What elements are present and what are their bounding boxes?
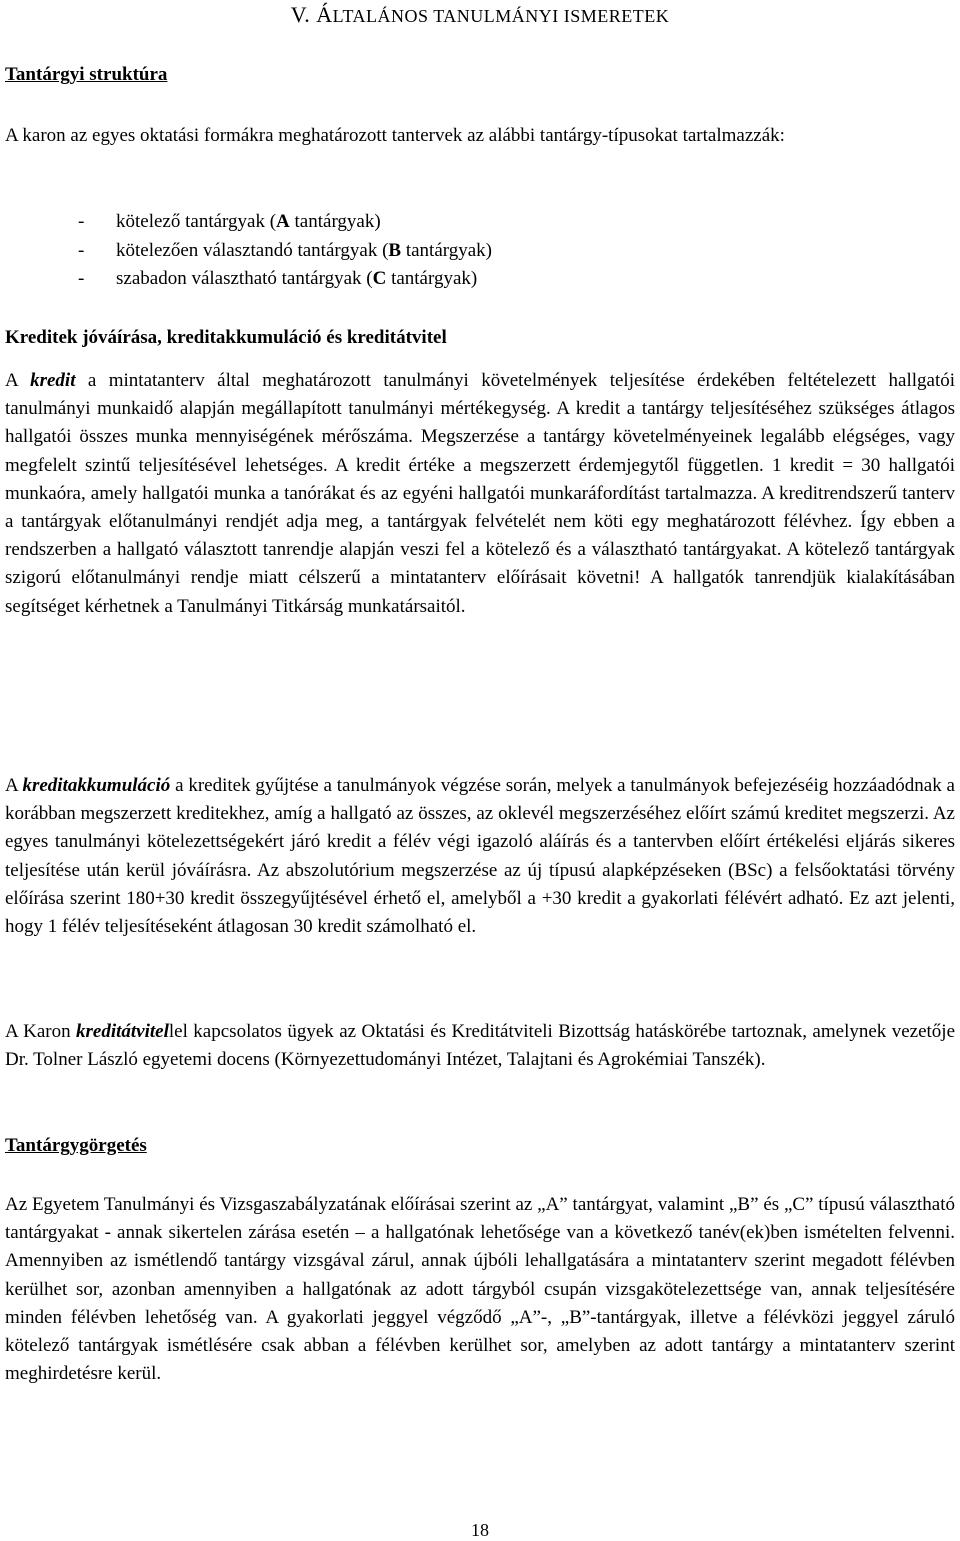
tantargy-type-list: [78, 208, 492, 294]
kreditatvitel-paragraph: A Karon kreditátvitellel kapcsolatos ügyek az Oktatási és Kreditátviteli Bizottság hatáskörébe tartoznak, amelynek vezetője Dr. Tolner László egyetemi docens (Környezettudományi Intézet, Talajtani és Agrokémiai Tanszék).: [5, 1021, 956, 1071]
list-item: - kötelező tantárgyak (A tantárgyak): [78, 211, 381, 232]
struktura-intro: A karon az egyes oktatási formákra meghatározott tantervek az alábbi tantárgy-típusokat tartalmazzák:: [5, 125, 785, 146]
heading-tantargygorgetes: Tantárgygörgetés: [5, 1135, 147, 1156]
tantargygorgetes-paragraph: Az Egyetem Tanulmányi és Vizsgaszabályzatának előírásai szerint az „A” tantárgyat, valamint „B” és „C” típusú választható tantárgyakat - annak sikertelen zárása esetén – a hallgatónak lehetősége van a következő tanév(ek)ben ismételten felvenni. Amennyiben az ismétlendő tantárgy vizsgával zárul, annak újbóli lehallgatására a mintatanterv szerint megadott félévben kerülhet sor, azonban amennyiben a hallgatónak az adott tárgyból csupán vizsgakötelezettsége van, annak teljesítésére minden félévben lehetőség van. A gyakorlati jeggyel végződő „A”-, „B”-tantárgyak, illetve a félévközi jeggyel záruló kötelező tantárgyak ismétlésére csak abban a félévben kerülhet sor, amelyben az adott tantárgy a mintatanterv szerint meghirdetésre kerül.: [5, 1194, 955, 1385]
term-kreditakkumulacio: kreditakkumuláció: [22, 775, 171, 796]
term-kreditatvitel: kreditátvitel: [76, 1021, 169, 1042]
chapter-title-roman: V. Á: [290, 2, 333, 27]
chapter-title: [0, 2, 960, 28]
list-item: - kötelezően választandó tantárgyak (B tantárgyak): [78, 239, 493, 261]
heading-kreditek: Kreditek jóváírása, kreditakkumuláció és kreditátvitel: [5, 327, 447, 348]
heading-tantargyi-struktura: Tantárgyi struktúra: [5, 64, 168, 85]
chapter-title-rest: LTALÁNOS TANULMÁNYI ISMERETEK: [332, 6, 670, 26]
kredit-paragraph: A kredit a mintatanterv által meghatározott tanulmányi követelmények teljesítése érdekében feltételezett hallgatói tanulmányi munkaidő alapján megállapított tanulmányi mértékegység. A kredit a tantárgy teljesítéséhez szükséges átlagos hallgatói összes munka mennyiségének mérőszáma. Megszerzése a tantárgy követelményeinek legalább elégséges, vagy megfelelt szintű teljesítésével lehetséges. A kredit értéke a megszerzett érdemjegytől független. 1 kredit = 30 hallgatói munkaóra, amely hallgatói munka a tanórákat és az egyéni hallgatói munkaráfordítást tartalmazza. A kreditrendszerű tanterv a tantárgyak előtanulmányi rendjét adja meg, a tantárgyak felvételét nem köti egy meghatározott félévhez. Így ebben a rendszerben a hallgató választott tanrendje alapján veszi fel a kötelező és a választható tantárgyakat. A kötelező tantárgyak szigorú előtanulmányi rendje miatt célszerű a mintatanterv előírásait követni! A hallgatók tanrendjük kialakításában segítséget kérhetnek a Tanulmányi Titkárság munkatársaitól.: [5, 370, 955, 617]
list-item: - szabadon választható tantárgyak (C tantárgyak): [78, 268, 478, 289]
term-kredit: kredit: [30, 370, 76, 391]
kreditakkumulacio-paragraph: A kreditakkumuláció a kreditek gyűjtése a tanulmányok végzése során, melyek a tanulmányok befejezéséig hozzáadódnak a korábban megszerzett kreditekhez, amíg a hallgató az összes, az oklevél megszerzéséhez előírt számú kreditet megszerzi. Az egyes tanulmányi kötelezettségekért járó kredit a félév végi igazoló aláírás és a tantervben előírt értékelési eljárás sikeres teljesítése után kerül jóváírásra. Az abszolutórium megszerzése az új típusú alapképzéseken (BSc) a felsőoktatási törvény előírása szerint 180+30 kredit összegyűjtésével érhető el, amelyből a +30 kredit a gyakorlati félévért adható. Ez azt jelenti, hogy 1 félév teljesítéseként átlagosan 30 kredit számolható el.: [5, 775, 955, 938]
page-number: 18: [471, 1520, 489, 1540]
